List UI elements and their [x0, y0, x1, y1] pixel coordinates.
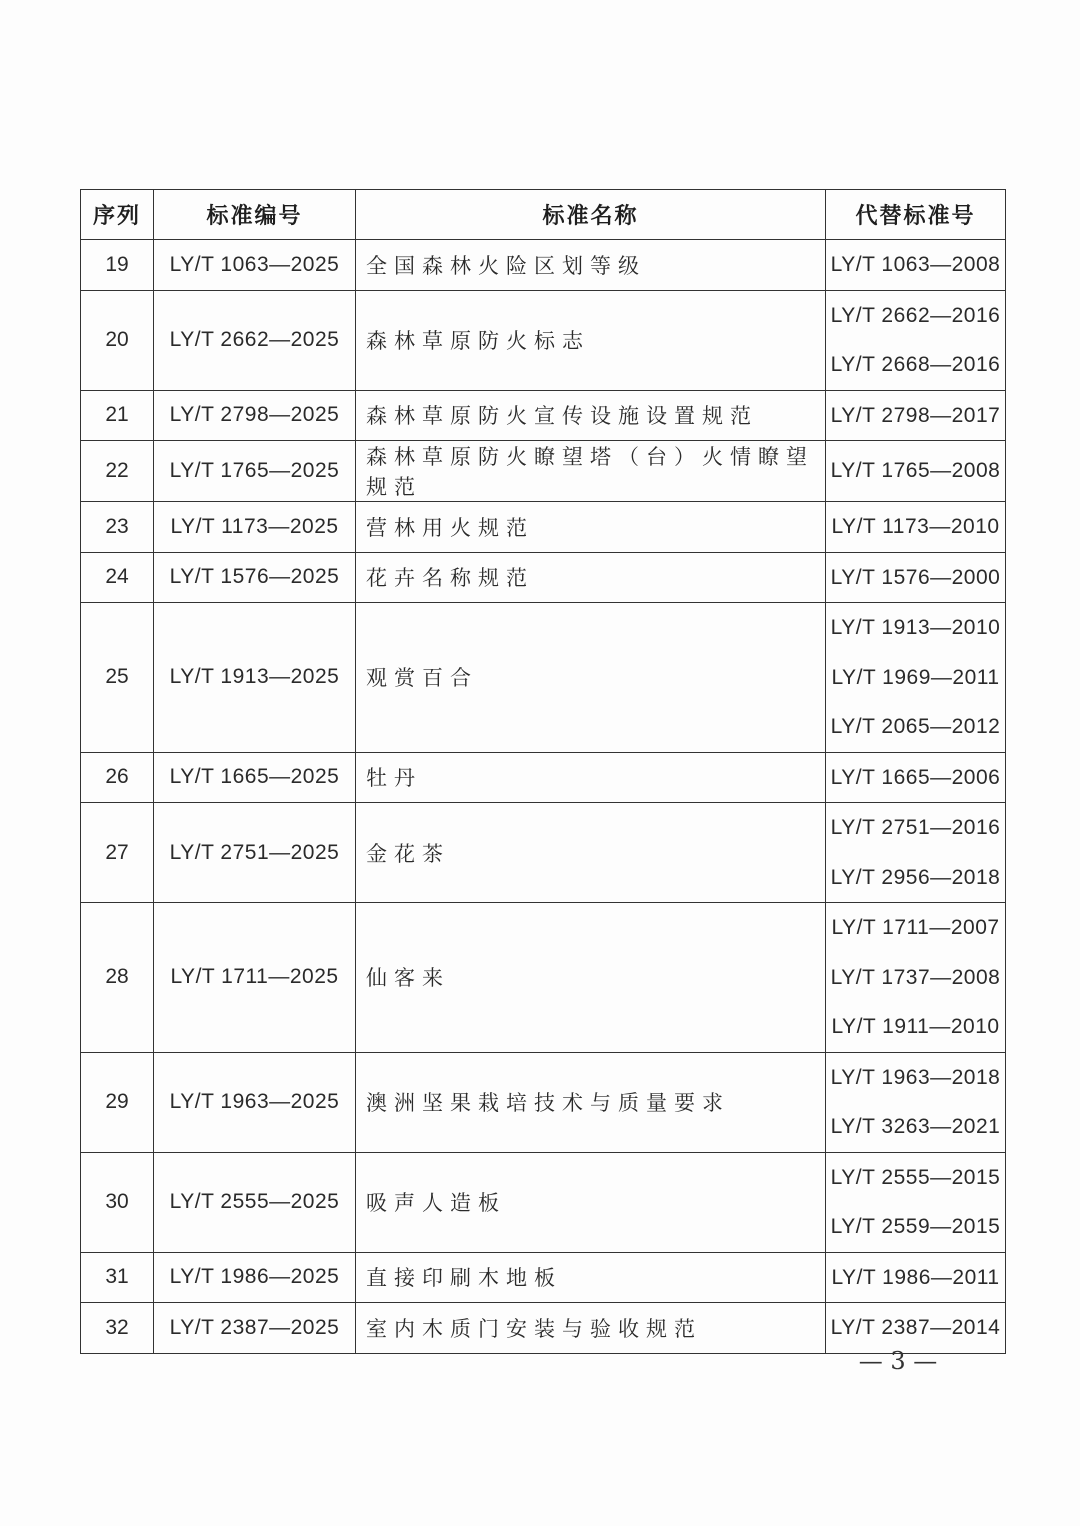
row-replaced-standards: [826, 240, 1006, 291]
row-seq: 21: [81, 390, 154, 441]
row-standard-name: 吸声人造板: [356, 1152, 826, 1252]
row-replaced-standards: [826, 290, 1006, 390]
header-code: 标准编号: [154, 190, 356, 240]
replaced-standard-code: LY/T 2956—2018: [830, 865, 1001, 889]
table-row: [81, 240, 1006, 291]
row-replaced-standards: [826, 752, 1006, 803]
row-seq: 32: [81, 1303, 154, 1354]
replaced-standard-code: LY/T 2387—2014: [830, 1316, 1001, 1339]
table-row: [81, 1252, 1006, 1303]
replaced-standard-code: LY/T 2065—2012: [830, 715, 1001, 738]
row-standard-name: 森林草原防火标志: [356, 290, 826, 390]
replaced-standard-code: LY/T 1711—2007: [831, 916, 1000, 939]
row-standard-code: LY/T 1063—2025: [154, 240, 356, 291]
replaced-standard-code: LY/T 1576—2000: [830, 565, 1001, 589]
header-name: 标准名称: [356, 190, 826, 240]
row-standard-code: LY/T 1765—2025: [154, 441, 356, 502]
row-standard-code: LY/T 2798—2025: [154, 390, 356, 441]
replaced-standard-code: LY/T 1173—2010: [831, 515, 1000, 538]
table-row: [81, 502, 1006, 553]
row-seq: 27: [81, 803, 154, 903]
row-standard-name: 室内木质门安装与验收规范: [356, 1303, 826, 1354]
row-replaced-standards: [826, 803, 1006, 903]
table-row: [81, 1052, 1006, 1152]
row-standard-code: LY/T 1173—2025: [154, 502, 356, 553]
row-seq: 24: [81, 552, 154, 603]
page-number: — 3 —: [858, 1347, 938, 1375]
replaced-standard-code: LY/T 1969—2011: [831, 665, 1000, 689]
replaced-standard-code: LY/T 2559—2015: [830, 1215, 1001, 1238]
replaced-standard-code: LY/T 2798—2017: [830, 403, 1001, 427]
table-row: [81, 552, 1006, 603]
row-seq: 20: [81, 290, 154, 390]
replaced-standard-code: LY/T 2662—2016: [830, 303, 1001, 327]
row-standard-name: 森林草原防火瞭望塔（台）火情瞭望规范: [356, 441, 826, 502]
replaced-standard-code: LY/T 1963—2018: [830, 1065, 1001, 1089]
replaced-standard-code: LY/T 1063—2008: [830, 253, 1001, 276]
row-standard-name: 森林草原防火宣传设施设置规范: [356, 390, 826, 441]
replaced-standard-code: LY/T 2751—2016: [830, 816, 1001, 839]
row-replaced-standards: [826, 502, 1006, 553]
row-replaced-standards: [826, 441, 1006, 502]
replaced-standard-code: LY/T 1986—2011: [831, 1265, 1000, 1289]
row-seq: 26: [81, 752, 154, 803]
table-row: [81, 1303, 1006, 1354]
row-standard-code: LY/T 1665—2025: [154, 752, 356, 803]
replaced-standard-code: LY/T 1913—2010: [830, 616, 1001, 639]
row-standard-name: 金花茶: [356, 803, 826, 903]
row-standard-code: LY/T 1986—2025: [154, 1252, 356, 1303]
replaced-standard-code: LY/T 1765—2008: [830, 459, 1001, 483]
row-standard-code: LY/T 1913—2025: [154, 603, 356, 753]
table-row: [81, 603, 1006, 753]
row-replaced-standards: [826, 603, 1006, 753]
row-replaced-standards: [826, 1152, 1006, 1252]
header-seq: 序列: [81, 190, 154, 240]
row-seq: 25: [81, 603, 154, 753]
row-seq: 28: [81, 903, 154, 1053]
row-seq: 22: [81, 441, 154, 502]
row-standard-name: 直接印刷木地板: [356, 1252, 826, 1303]
replaced-standard-code: LY/T 1911—2010: [831, 1015, 1000, 1038]
row-standard-name: 花卉名称规范: [356, 552, 826, 603]
replaced-standard-code: LY/T 2668—2016: [830, 353, 1001, 376]
row-replaced-standards: [826, 1303, 1006, 1354]
row-replaced-standards: [826, 552, 1006, 603]
row-standard-name: 观赏百合: [356, 603, 826, 753]
table-body: [81, 240, 1006, 1354]
row-seq: 31: [81, 1252, 154, 1303]
row-standard-name: 营林用火规范: [356, 502, 826, 553]
row-replaced-standards: [826, 1252, 1006, 1303]
row-standard-code: LY/T 2662—2025: [154, 290, 356, 390]
table-row: [81, 441, 1006, 502]
row-seq: 30: [81, 1152, 154, 1252]
row-seq: 19: [81, 240, 154, 291]
row-standard-code: LY/T 2751—2025: [154, 803, 356, 903]
row-standard-code: LY/T 2555—2025: [154, 1152, 356, 1252]
table-row: [81, 803, 1006, 903]
standards-table: [80, 189, 1006, 1354]
replaced-standard-code: LY/T 3263—2021: [830, 1115, 1001, 1138]
table-row: [81, 290, 1006, 390]
row-standard-code: LY/T 2387—2025: [154, 1303, 356, 1354]
replaced-standard-code: LY/T 1665—2006: [830, 765, 1001, 789]
row-replaced-standards: [826, 390, 1006, 441]
row-replaced-standards: [826, 903, 1006, 1053]
table-row: [81, 752, 1006, 803]
table-row: [81, 1152, 1006, 1252]
table-row: [81, 390, 1006, 441]
row-seq: 29: [81, 1052, 154, 1152]
replaced-standard-code: LY/T 1737—2008: [830, 965, 1001, 989]
table-header-row: [81, 190, 1006, 240]
row-standard-name: 牡丹: [356, 752, 826, 803]
row-standard-code: LY/T 1711—2025: [154, 903, 356, 1053]
row-seq: 23: [81, 502, 154, 553]
table-row: [81, 903, 1006, 1053]
row-standard-name: 澳洲坚果栽培技术与质量要求: [356, 1052, 826, 1152]
row-replaced-standards: [826, 1052, 1006, 1152]
row-standard-code: LY/T 1576—2025: [154, 552, 356, 603]
replaced-standard-code: LY/T 2555—2015: [830, 1165, 1001, 1189]
row-standard-name: 仙客来: [356, 903, 826, 1053]
row-standard-code: LY/T 1963—2025: [154, 1052, 356, 1152]
row-standard-name: 全国森林火险区划等级: [356, 240, 826, 291]
header-replaces: 代替标准号: [826, 190, 1006, 240]
